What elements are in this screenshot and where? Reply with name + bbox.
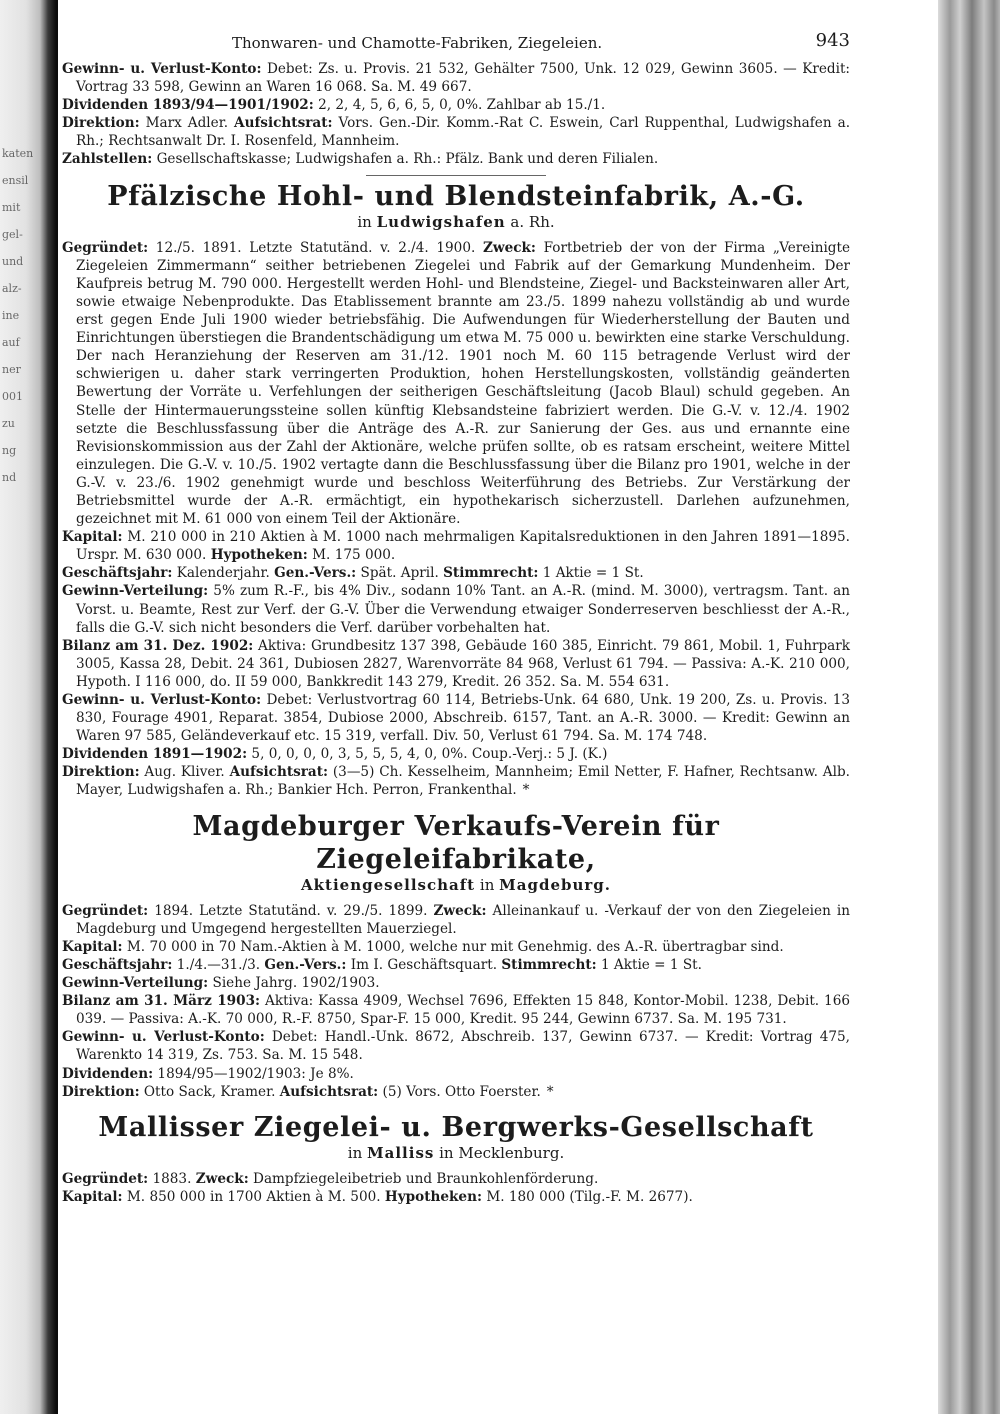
gutter-fragment: und <box>2 255 24 268</box>
fiscal-year: Geschäftsjahr: Kalenderjahr. Gen.-Vers.: Spät. April. Stimmrecht: 1 Aktie = 1 St. <box>62 565 644 582</box>
gutter-fragments <box>2 140 42 491</box>
board: Direktion: Otto Sack, Kramer. Aufsichtsrat: (5) Vors. Otto Foerster. * <box>62 1083 554 1100</box>
profit-distribution: Gewinn-Verteilung: Siehe Jahrg. 1902/1903. <box>62 975 380 992</box>
company-location: in Ludwigshafen a. Rh. <box>357 212 555 231</box>
founded-purpose: Gegründet: 1894. Letzte Statutänd. v. 29./5. 1899. Zweck: Alleinankauf u. -Verkauf der von den Ziegeleien in Magdeburg und Umgegend hergestellten Mauerziegel. <box>62 902 850 937</box>
left-page-gutter <box>0 0 58 1414</box>
company-entry-pfaelzische <box>62 180 850 800</box>
page-number: 943 <box>815 30 850 51</box>
capital: Kapital: M. 70 000 in 70 Nam.-Aktien à M. 1000, welche nur mit Genehmig. des A.-R. übertragbar sind. <box>62 938 784 955</box>
running-head <box>62 28 850 60</box>
gutter-fragment: gel- <box>2 228 23 241</box>
running-head-title: Thonwaren- und Chamotte-Fabriken, Ziegeleien. <box>232 34 603 52</box>
profit-loss-account: Gewinn- u. Verlust-Konto: Debet: Handl.-Unk. 8672, Abschreib. 137, Gewinn 6737. — Kredit: Vortrag 475, Warenkto 14 319, Zs. 753. Sa. M. 15 548. <box>62 1029 850 1064</box>
book-spine <box>938 0 1000 1414</box>
continuation-paying-agents: Zahlstellen: Gesellschaftskasse; Ludwigshafen a. Rh.: Pfälz. Bank und deren Filialen. <box>62 151 659 168</box>
founded-purpose: Gegründet: 1883. Zweck: Dampfziegeleibetrieb und Braunkohlenförderung. <box>62 1170 599 1187</box>
balance-sheet: Bilanz am 31. Dez. 1902: Aktiva: Grundbesitz 137 398, Gebäude 160 385, Einricht. 79 861, Mobil. 1, Fuhrpark 3005, Kassa 28, Debit. 24 361, Dubiosen 2827, Warenvorräte 84 968, Verlust 61 794. — Passiva: A.-K. 210 000, Hypoth. I 116 000, do. II 59 000, Bankkredit 143 279, Kredit. 26 352. Sa. M. 554 631. <box>62 637 850 690</box>
section-divider <box>366 175 546 176</box>
gutter-fragment: auf <box>2 336 20 349</box>
profit-distribution: Gewinn-Verteilung: 5% zum R.-F., bis 4% Div., sodann 10% Tant. an A.-R. (mind. M. 3000), vertragsm. Tant. an Vorst. u. Beamte, Rest zur Verf. der G.-V. Über die Verwendung etwaiger Sonderreserven beschliesst der A.-R., falls die G.-V. sich nicht besonders die Verf. darüber vorbehalten hat. <box>62 583 850 636</box>
company-location: in Malliss in Mecklenburg. <box>347 1143 565 1162</box>
company-name: Magdeburger Verkaufs-Verein für Ziegeleifabrikate, <box>192 810 720 875</box>
gutter-fragment: mit <box>2 201 21 214</box>
board: Direktion: Aug. Kliver. Aufsichtsrat: (3—5) Ch. Kesselheim, Mannheim; Emil Netter, F. Hafner, Rechtsanw. Alb. Mayer, Ludwigshafen a. Rh.; Bankier Hch. Perron, Frankenthal. * <box>62 764 850 799</box>
continuation-dividends: Dividenden 1893/94—1901/1902: 2, 2, 4, 5, 6, 6, 5, 0, 0%. Zahlbar ab 15./1. <box>62 97 606 114</box>
gutter-fragment: ine <box>2 309 20 322</box>
fiscal-year: Geschäftsjahr: 1./4.—31./3. Gen.-Vers.: Im I. Geschäftsquart. Stimmrecht: 1 Aktie = 1 St. <box>62 956 702 973</box>
company-location: Aktiengesellschaft in Magdeburg. <box>301 875 611 894</box>
capital: Kapital: M. 210 000 in 210 Aktien à M. 1000 nach mehrmaligen Kapitalsreduktionen in den Jahren 1891—1895. Urspr. M. 630 000. Hypotheken: M. 175 000. <box>62 529 850 564</box>
dividends: Dividenden 1891—1902: 5, 0, 0, 0, 0, 3, 5, 5, 5, 4, 0, 0%. Coup.-Verj.: 5 J. (K.) <box>62 746 608 763</box>
dividends: Dividenden: 1894/95—1902/1903: Je 8%. <box>62 1065 354 1082</box>
page <box>62 28 850 1206</box>
gutter-fragment: ensil <box>2 174 29 187</box>
gutter-fragment: ner <box>2 363 21 376</box>
continuation-entry <box>62 60 850 169</box>
profit-loss-account: Gewinn- u. Verlust-Konto: Debet: Verlustvortrag 60 114, Betriebs-Unk. 64 680, Unk. 19 200, Zs. u. Provis. 13 830, Fourage 4901, Reparat. 3854, Dubiose 2000, Abschreib. 6157, Tant. an A.-R. 3000. — Kredit: Gewinn an Waren 97 585, Geländeverkauf etc. 15 319, verfall. Div. 50, Verlust 61 794. Sa. M. 174 748. <box>62 692 850 745</box>
footnote-star: * <box>522 782 530 799</box>
founded-purpose: Gegründet: 12./5. 1891. Letzte Statutänd. v. 2./4. 1900. Zweck: Fortbetrieb der von der Firma „Vereinigte Ziegeleien Zimmermann“ seither betriebenen Ziegelei und Fabrik auf der Gemarkung Mundenheim. Der Kaufpreis betrug M. 790 000. Hergestellt werden Hohl- und Blendsteine, Ziegel- und Backsteinwaren aller Art, sowie etwaige Nebenprodukte. Das Etablissement brannte am 23./5. 1899 nahezu vollständig ab und wurde erst gegen Ende Juli 1900 wieder betriebsfähig. Die Aufwendungen für Wiederherstellung der Bauten und Einrichtungen überstiegen die Brandentschädigung um etwa M. 75 000 u. bewirkten eine starke Verschuldung. Der nach Heranziehung der Reserven am 31./12. 1901 noch M. 60 115 betragende Verlust wird der schwierigen u. daher stark verringerten Produktion, hohen Herstellungskosten, vollständig geänderten Bewertung der Vorräte u. Verfehlungen der seitherigen Geschäftsleitung (Jacob Blaul) schuld gegeben. An Stelle der Hintermauerungssteine sollen künftig Klebsandsteine fabriziert werden. Die G.-V. v. 12./4. 1902 setzte die Beschlussfassung über die Anträge des A.-R. zur Sanierung der Ges. aus und ernannte eine Revisionskommission aus der Zahl der Aktionäre, welche prüfen sollte, ob es ratsam erscheint, weitere Mittel einzulegen. Die G.-V. v. 10./5. 1902 vertagte dann die Beschlussfassung über die Bilanz pro 1901, welche in der G.-V. v. 23./6. 1902 genehmigt wurde und beschloss Weiterführung des Betriebs. Zur Verstärkung der Betriebsmittel wurde der A.-R. ermächtigt, ein hypothekarisch sicherzustell. Darlehen aufzunehmen, gezeichnet mit M. 61 000 von einem Teil der Aktionäre. <box>62 239 851 528</box>
gutter-fragment: 001 <box>2 390 23 403</box>
gutter-fragment: katen <box>2 147 34 160</box>
gutter-fragment: zu <box>2 417 15 430</box>
balance-sheet: Bilanz am 31. März 1903: Aktiva: Kassa 4909, Wechsel 7696, Effekten 15 848, Kontor-Mobil. 1238, Debit. 166 039. — Passiva: A.-K. 70 000, R.-F. 8750, Spar-F. 15 000, Kredit. 95 244, Gewinn 6737. Sa. M. 195 731. <box>62 993 851 1028</box>
company-entry-magdeburger <box>62 810 850 1101</box>
footnote-star: * <box>546 1083 554 1100</box>
company-name: Mallisser Ziegelei- u. Bergwerks-Gesellschaft <box>98 1111 814 1143</box>
gutter-fragment: nd <box>2 471 17 484</box>
continuation-profit-loss: Gewinn- u. Verlust-Konto: Debet: Zs. u. Provis. 21 532, Gehälter 7500, Unk. 12 029, Gewinn 3605. — Kredit: Vortrag 33 598, Gewinn an Waren 16 068. Sa. M. 49 667. <box>62 61 850 96</box>
company-entry-mallisser <box>62 1111 850 1206</box>
gutter-fragment: alz- <box>2 282 22 295</box>
gutter-fragment: ng <box>2 444 17 457</box>
capital: Kapital: M. 850 000 in 1700 Aktien à M. 500. Hypotheken: M. 180 000 (Tilg.-F. M. 2677). <box>62 1188 693 1205</box>
company-name: Pfälzische Hohl- und Blendsteinfabrik, A.-G. <box>107 180 805 212</box>
continuation-board: Direktion: Marx Adler. Aufsichtsrat: Vors. Gen.-Dir. Komm.-Rat C. Eswein, Carl Ruppenthal, Ludwigshafen a. Rh.; Rechtsanwalt Dr. I. Rosenfeld, Mannheim. <box>62 115 851 150</box>
